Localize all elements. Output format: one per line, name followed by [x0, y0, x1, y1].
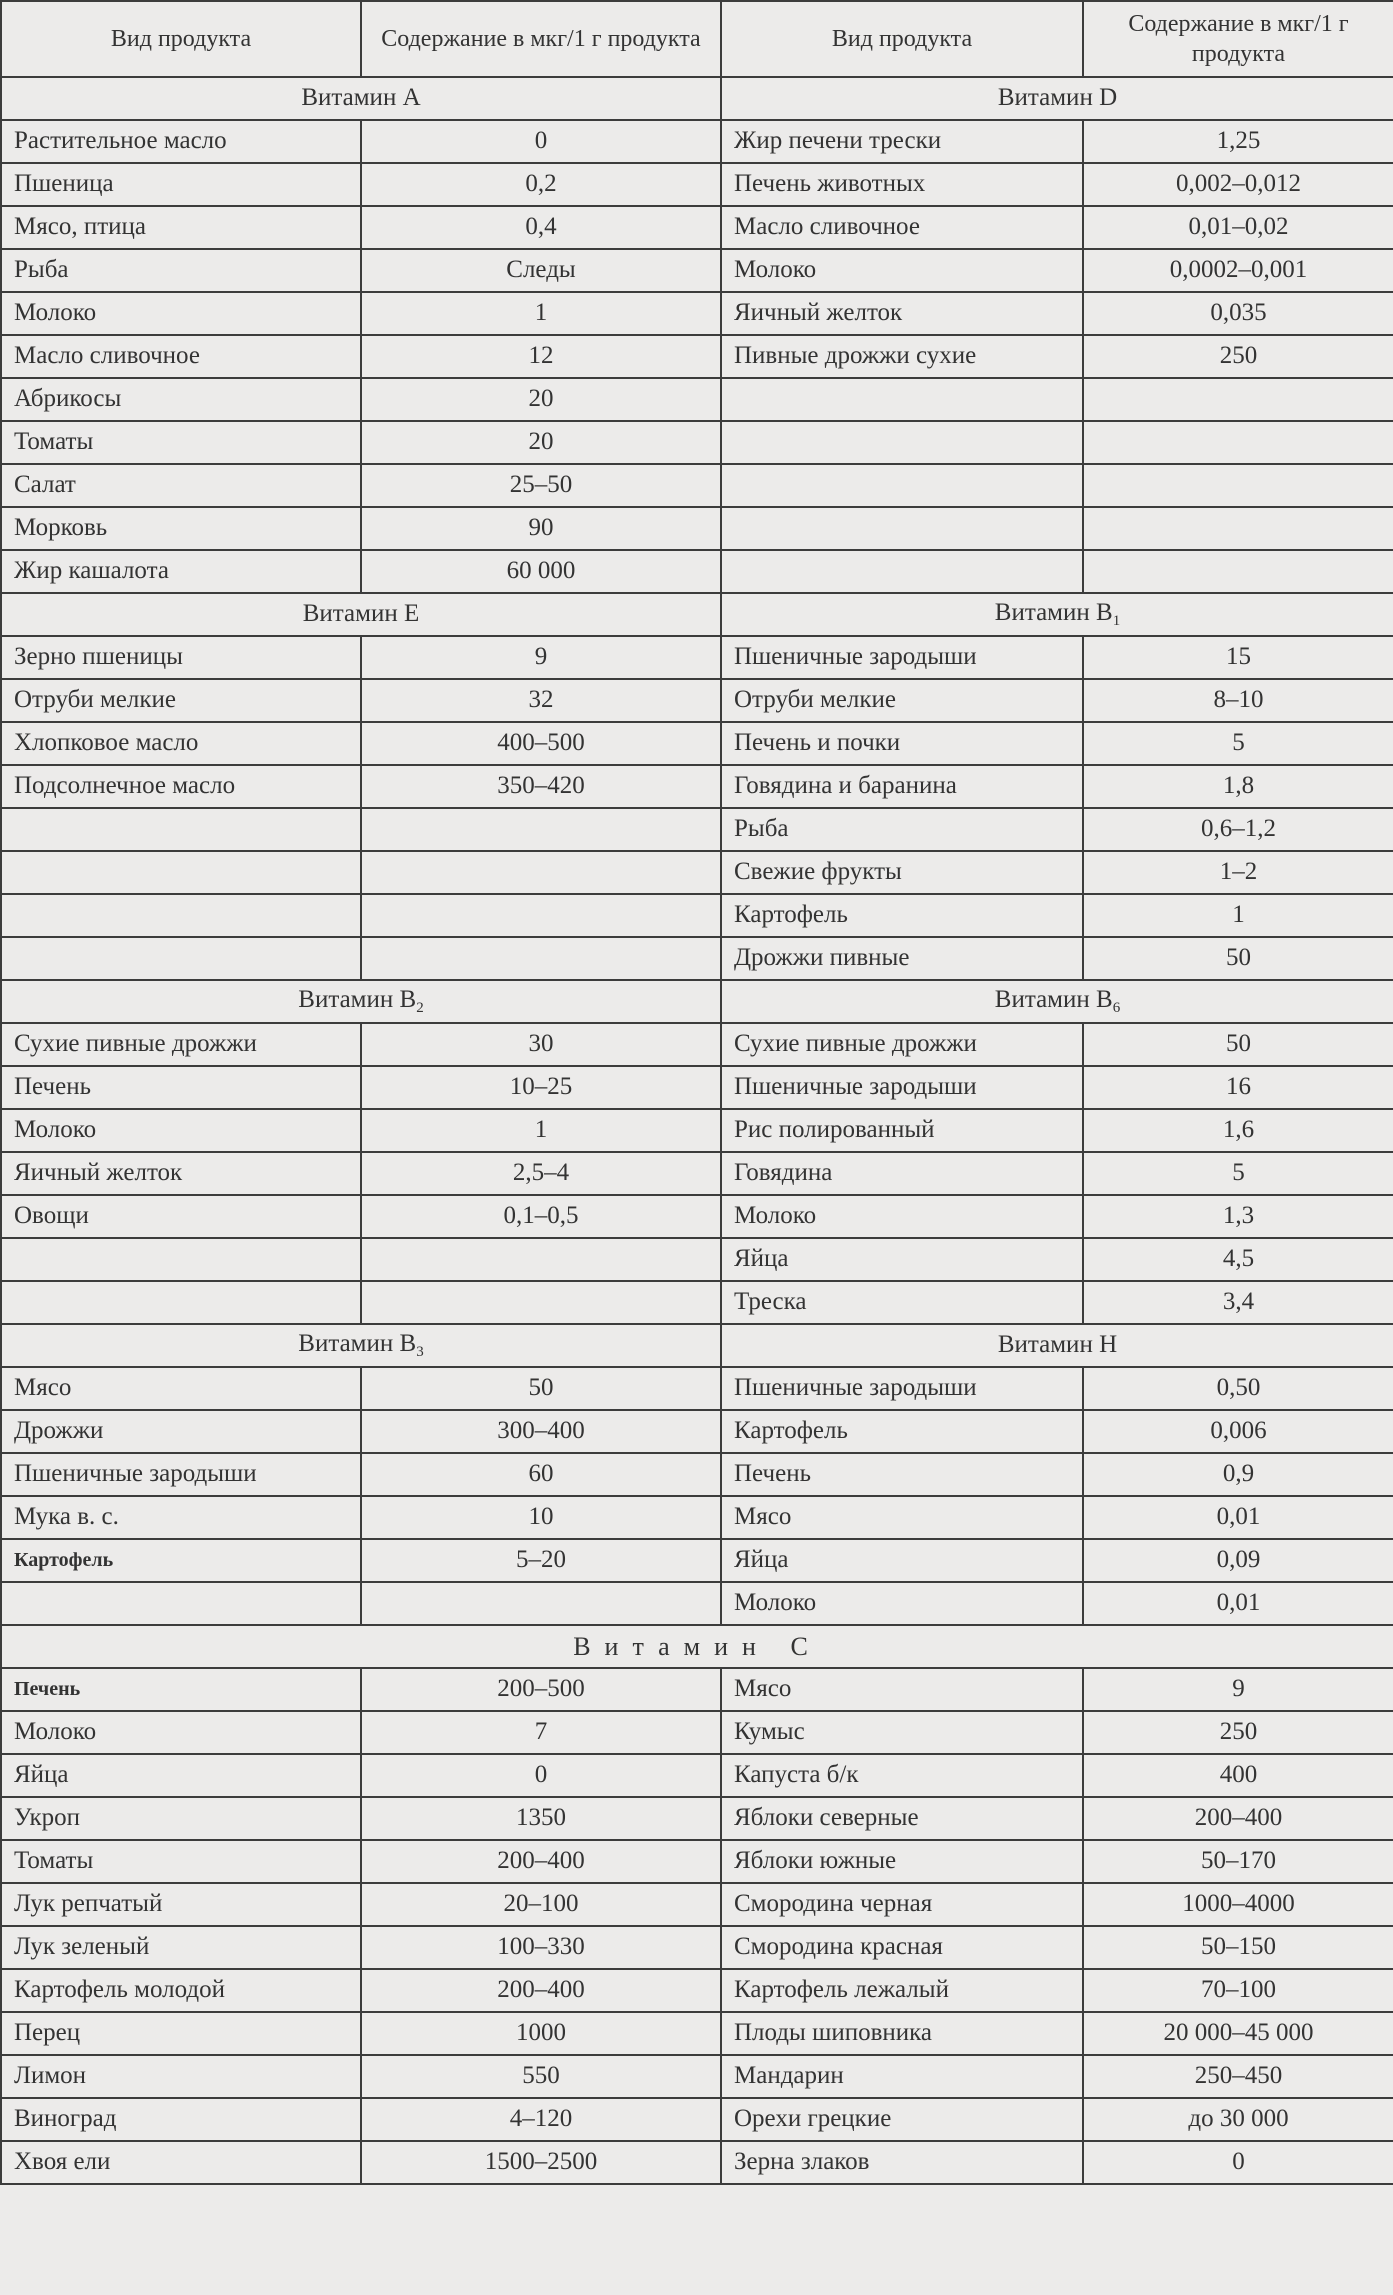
- content-value: 200–400: [1083, 1797, 1393, 1840]
- product-name: Отруби мелкие: [721, 679, 1083, 722]
- table-row: [1, 722, 1393, 765]
- content-value: 0,9: [1083, 1453, 1393, 1496]
- product-name: Мясо: [721, 1668, 1083, 1711]
- product-name: [1, 937, 361, 980]
- product-name: Молоко: [721, 1195, 1083, 1238]
- product-name: Дрожжи пивные: [721, 937, 1083, 980]
- product-name: Печень: [721, 1453, 1083, 1496]
- content-value: 0,002–0,012: [1083, 163, 1393, 206]
- table-row: [1, 636, 1393, 679]
- content-value: [361, 808, 721, 851]
- table-row: [1, 894, 1393, 937]
- content-value: 0: [361, 1754, 721, 1797]
- content-value: 200–400: [361, 1969, 721, 2012]
- product-name: [721, 507, 1083, 550]
- section-title-text: Витамин D: [997, 84, 1118, 112]
- content-value: 5–20: [361, 1539, 721, 1582]
- content-value: 25–50: [361, 464, 721, 507]
- content-value: 5: [1083, 1152, 1393, 1195]
- content-value: 9: [1083, 1668, 1393, 1711]
- content-value: 20: [361, 378, 721, 421]
- content-value: 100–330: [361, 1926, 721, 1969]
- product-name: Томаты: [1, 1840, 361, 1883]
- section-title-subscript: 6: [1112, 999, 1121, 1016]
- product-name: Треска: [721, 1281, 1083, 1324]
- content-value: Следы: [361, 249, 721, 292]
- content-value: 1000–4000: [1083, 1883, 1393, 1926]
- content-value: 20–100: [361, 1883, 721, 1926]
- content-value: 10–25: [361, 1066, 721, 1109]
- content-value: 0,2: [361, 163, 721, 206]
- content-value: 0,01: [1083, 1582, 1393, 1625]
- content-value: [361, 894, 721, 937]
- table-row: [1, 249, 1393, 292]
- content-value: 20: [361, 421, 721, 464]
- table-row: [1, 550, 1393, 593]
- content-value: 0,4: [361, 206, 721, 249]
- content-value: 10: [361, 1496, 721, 1539]
- content-value: 1,6: [1083, 1109, 1393, 1152]
- table-row: [1, 1195, 1393, 1238]
- content-value: 4,5: [1083, 1238, 1393, 1281]
- product-name: Жир печени трески: [721, 120, 1083, 163]
- content-value: [361, 1238, 721, 1281]
- table-row: [1, 765, 1393, 808]
- product-name: Салат: [1, 464, 361, 507]
- table-row: [1, 1152, 1393, 1195]
- product-name: Мясо: [721, 1496, 1083, 1539]
- product-name: Жир кашалота: [1, 550, 361, 593]
- content-value: 300–400: [361, 1410, 721, 1453]
- content-value: 50: [1083, 937, 1393, 980]
- table-row: [1, 1668, 1393, 1711]
- table-row: [1, 2141, 1393, 2184]
- product-name: Пшеничные зародыши: [1, 1453, 361, 1496]
- header-row: [1, 1, 1393, 77]
- product-name: Укроп: [1, 1797, 361, 1840]
- content-value: 1: [1083, 894, 1393, 937]
- content-value: 1,8: [1083, 765, 1393, 808]
- product-name: [1, 851, 361, 894]
- table-row: [1, 1969, 1393, 2012]
- product-name: [721, 421, 1083, 464]
- table-row: [1, 2055, 1393, 2098]
- product-name: Картофель молодой: [1, 1969, 361, 2012]
- product-name: Подсолнечное масло: [1, 765, 361, 808]
- product-name: Масло сливочное: [1, 335, 361, 378]
- content-value: 250–450: [1083, 2055, 1393, 2098]
- content-value: 550: [361, 2055, 721, 2098]
- product-name: Мясо: [1, 1367, 361, 1410]
- content-value: 70–100: [1083, 1969, 1393, 2012]
- table-row: [1, 1840, 1393, 1883]
- table-row: [1, 1926, 1393, 1969]
- section-title-vitamin-c: Витамин С: [1, 1625, 1393, 1668]
- product-name: Пшеничные зародыши: [721, 1066, 1083, 1109]
- header-content-2: Содержание в мкг/1 г продукта: [1083, 1, 1393, 77]
- section-title-subscript: 3: [416, 1343, 424, 1360]
- table-row: [1, 1109, 1393, 1152]
- header-product-2: Вид продукта: [721, 1, 1083, 77]
- blank-margin: [0, 2180, 1393, 2295]
- content-value: 50: [361, 1367, 721, 1410]
- product-name: Мука в. с.: [1, 1496, 361, 1539]
- product-name: Отруби мелкие: [1, 679, 361, 722]
- content-value: 20 000–45 000: [1083, 2012, 1393, 2055]
- content-value: [1083, 378, 1393, 421]
- table-row: [1, 808, 1393, 851]
- product-name: Молоко: [1, 1109, 361, 1152]
- content-value: 90: [361, 507, 721, 550]
- content-value: 50–170: [1083, 1840, 1393, 1883]
- table-row: [1, 507, 1393, 550]
- content-value: 3,4: [1083, 1281, 1393, 1324]
- section-title-right: [721, 593, 1393, 636]
- section-title-left: [1, 77, 721, 120]
- product-name: Овощи: [1, 1195, 361, 1238]
- product-name: Пивные дрожжи сухие: [721, 335, 1083, 378]
- content-value: до 30 000: [1083, 2098, 1393, 2141]
- product-name: Яблоки северные: [721, 1797, 1083, 1840]
- content-value: 5: [1083, 722, 1393, 765]
- section-title-right: [721, 77, 1393, 120]
- content-value: [361, 937, 721, 980]
- content-value: 30: [361, 1023, 721, 1066]
- product-name: Абрикосы: [1, 378, 361, 421]
- content-value: 9: [361, 636, 721, 679]
- content-value: 0,1–0,5: [361, 1195, 721, 1238]
- content-value: 4–120: [361, 2098, 721, 2141]
- section-title-left: [1, 1324, 721, 1367]
- content-value: [1083, 421, 1393, 464]
- product-name: Яичный желток: [721, 292, 1083, 335]
- content-value: 50: [1083, 1023, 1393, 1066]
- content-value: [361, 1582, 721, 1625]
- product-name: Зерна злаков: [721, 2141, 1083, 2184]
- product-name: Молоко: [1, 292, 361, 335]
- product-name: Яичный желток: [1, 1152, 361, 1195]
- table-row: [1, 1754, 1393, 1797]
- product-name: Лук репчатый: [1, 1883, 361, 1926]
- table-row: [1, 679, 1393, 722]
- content-value: 16: [1083, 1066, 1393, 1109]
- product-name: [1, 808, 361, 851]
- section-title-text: Витамин А: [301, 84, 421, 112]
- table-row: [1, 937, 1393, 980]
- table-row: [1, 464, 1393, 507]
- product-name: Дрожжи: [1, 1410, 361, 1453]
- content-value: 50–150: [1083, 1926, 1393, 1969]
- table-row: [1, 1496, 1393, 1539]
- product-name: Лук зеленый: [1, 1926, 361, 1969]
- product-name: Рыба: [1, 249, 361, 292]
- content-value: 0,035: [1083, 292, 1393, 335]
- section-title-right: [721, 980, 1393, 1023]
- section-header-row: [1, 1324, 1393, 1367]
- product-name: Говядина: [721, 1152, 1083, 1195]
- product-name: Молоко: [721, 249, 1083, 292]
- product-name: Пшеничные зародыши: [721, 636, 1083, 679]
- content-value: 350–420: [361, 765, 721, 808]
- section-header-row: [1, 77, 1393, 120]
- section-title-text: Витамин Н: [997, 1331, 1118, 1359]
- product-name: Молоко: [1, 1711, 361, 1754]
- product-name: Яблоки южные: [721, 1840, 1083, 1883]
- product-name: Мандарин: [721, 2055, 1083, 2098]
- content-value: 60 000: [361, 550, 721, 593]
- content-value: 8–10: [1083, 679, 1393, 722]
- table-row: [1, 1066, 1393, 1109]
- product-name: [721, 378, 1083, 421]
- section-title-text: Витамин В: [298, 985, 417, 1013]
- content-value: 250: [1083, 1711, 1393, 1754]
- content-value: 250: [1083, 335, 1393, 378]
- product-name: Томаты: [1, 421, 361, 464]
- product-name: Перец: [1, 2012, 361, 2055]
- content-value: 0,0002–0,001: [1083, 249, 1393, 292]
- section-title-text: Витамин В: [298, 1329, 417, 1357]
- content-value: 0,09: [1083, 1539, 1393, 1582]
- table-row: [1, 421, 1393, 464]
- product-name: Лимон: [1, 2055, 361, 2098]
- section-header-row: [1, 1625, 1393, 1668]
- product-name: Молоко: [721, 1582, 1083, 1625]
- table-row: [1, 378, 1393, 421]
- header-product: Вид продукта: [1, 1, 361, 77]
- content-value: 7: [361, 1711, 721, 1754]
- product-name: Рис полированный: [721, 1109, 1083, 1152]
- table-row: [1, 206, 1393, 249]
- product-name: Смородина черная: [721, 1883, 1083, 1926]
- section-title-subscript: 2: [416, 999, 424, 1016]
- content-value: 15: [1083, 636, 1393, 679]
- product-name: Печень животных: [721, 163, 1083, 206]
- section-title-text: Витамин Е: [302, 600, 420, 628]
- content-value: [1083, 507, 1393, 550]
- product-name: Пшеница: [1, 163, 361, 206]
- table-row: [1, 1797, 1393, 1840]
- content-value: 60: [361, 1453, 721, 1496]
- section-title-left: [1, 980, 721, 1023]
- section-title-text: Витамин В: [994, 598, 1113, 626]
- section-header-row: [1, 593, 1393, 636]
- product-name: [721, 464, 1083, 507]
- content-value: 1,3: [1083, 1195, 1393, 1238]
- product-name: [721, 550, 1083, 593]
- product-name: Зерно пшеницы: [1, 636, 361, 679]
- table-row: [1, 163, 1393, 206]
- product-name: Печень: [1, 1668, 361, 1711]
- product-name: Пшеничные зародыши: [721, 1367, 1083, 1410]
- product-name: Мясо, птица: [1, 206, 361, 249]
- product-name: Хвоя ели: [1, 2141, 361, 2184]
- section-title-text: Витамин В: [994, 985, 1113, 1013]
- product-name: [1, 1582, 361, 1625]
- content-value: 0,6–1,2: [1083, 808, 1393, 851]
- product-name: Говядина и баранина: [721, 765, 1083, 808]
- content-value: [361, 1281, 721, 1324]
- content-value: 0: [1083, 2141, 1393, 2184]
- product-name: [1, 894, 361, 937]
- content-value: 0: [361, 120, 721, 163]
- product-name: Картофель лежалый: [721, 1969, 1083, 2012]
- table-row: [1, 851, 1393, 894]
- table-row: [1, 1238, 1393, 1281]
- content-value: 1–2: [1083, 851, 1393, 894]
- product-name: Печень: [1, 1066, 361, 1109]
- content-value: 32: [361, 679, 721, 722]
- content-value: 200–500: [361, 1668, 721, 1711]
- product-name: [1, 1281, 361, 1324]
- content-value: 1: [361, 1109, 721, 1152]
- content-value: 400: [1083, 1754, 1393, 1797]
- table-row: [1, 120, 1393, 163]
- table-row: [1, 1367, 1393, 1410]
- table-row: [1, 1410, 1393, 1453]
- table-row: [1, 292, 1393, 335]
- product-name: Сухие пивные дрожжи: [721, 1023, 1083, 1066]
- table-row: [1, 2012, 1393, 2055]
- product-name: Виноград: [1, 2098, 361, 2141]
- table-row: [1, 1582, 1393, 1625]
- table-row: [1, 1281, 1393, 1324]
- content-value: [361, 851, 721, 894]
- product-name: Картофель: [721, 1410, 1083, 1453]
- content-value: 1: [361, 292, 721, 335]
- product-name: Яйца: [721, 1238, 1083, 1281]
- section-header-row: [1, 980, 1393, 1023]
- content-value: 0,01–0,02: [1083, 206, 1393, 249]
- product-name: Масло сливочное: [721, 206, 1083, 249]
- table-row: [1, 335, 1393, 378]
- section-title-subscript: 1: [1112, 612, 1121, 629]
- content-value: 1500–2500: [361, 2141, 721, 2184]
- content-value: 1,25: [1083, 120, 1393, 163]
- table-row: [1, 1711, 1393, 1754]
- product-name: Капуста б/к: [721, 1754, 1083, 1797]
- product-name: Яйца: [1, 1754, 361, 1797]
- product-name: Яйца: [721, 1539, 1083, 1582]
- product-name: Плоды шиповника: [721, 2012, 1083, 2055]
- table-row: [1, 1023, 1393, 1066]
- product-name: Морковь: [1, 507, 361, 550]
- content-value: 0,01: [1083, 1496, 1393, 1539]
- table-row: [1, 2098, 1393, 2141]
- content-value: [1083, 550, 1393, 593]
- product-name: Картофель: [1, 1539, 361, 1582]
- product-name: Картофель: [721, 894, 1083, 937]
- content-value: 0,006: [1083, 1410, 1393, 1453]
- product-name: Смородина красная: [721, 1926, 1083, 1969]
- table-row: [1, 1453, 1393, 1496]
- header-content: Содержание в мкг/1 г продукта: [361, 1, 721, 77]
- content-value: 1350: [361, 1797, 721, 1840]
- content-value: 12: [361, 335, 721, 378]
- product-name: Печень и почки: [721, 722, 1083, 765]
- section-title-left: [1, 593, 721, 636]
- product-name: [1, 1238, 361, 1281]
- table-row: [1, 1883, 1393, 1926]
- section-title-right: [721, 1324, 1393, 1367]
- content-value: 0,50: [1083, 1367, 1393, 1410]
- product-name: Растительное масло: [1, 120, 361, 163]
- table-row: [1, 1539, 1393, 1582]
- product-name: Кумыс: [721, 1711, 1083, 1754]
- content-value: 2,5–4: [361, 1152, 721, 1195]
- product-name: Свежие фрукты: [721, 851, 1083, 894]
- content-value: 200–400: [361, 1840, 721, 1883]
- product-name: Рыба: [721, 808, 1083, 851]
- product-name: Орехи грецкие: [721, 2098, 1083, 2141]
- product-name: Хлопковое масло: [1, 722, 361, 765]
- content-value: 400–500: [361, 722, 721, 765]
- product-name: Сухие пивные дрожжи: [1, 1023, 361, 1066]
- content-value: 1000: [361, 2012, 721, 2055]
- content-value: [1083, 464, 1393, 507]
